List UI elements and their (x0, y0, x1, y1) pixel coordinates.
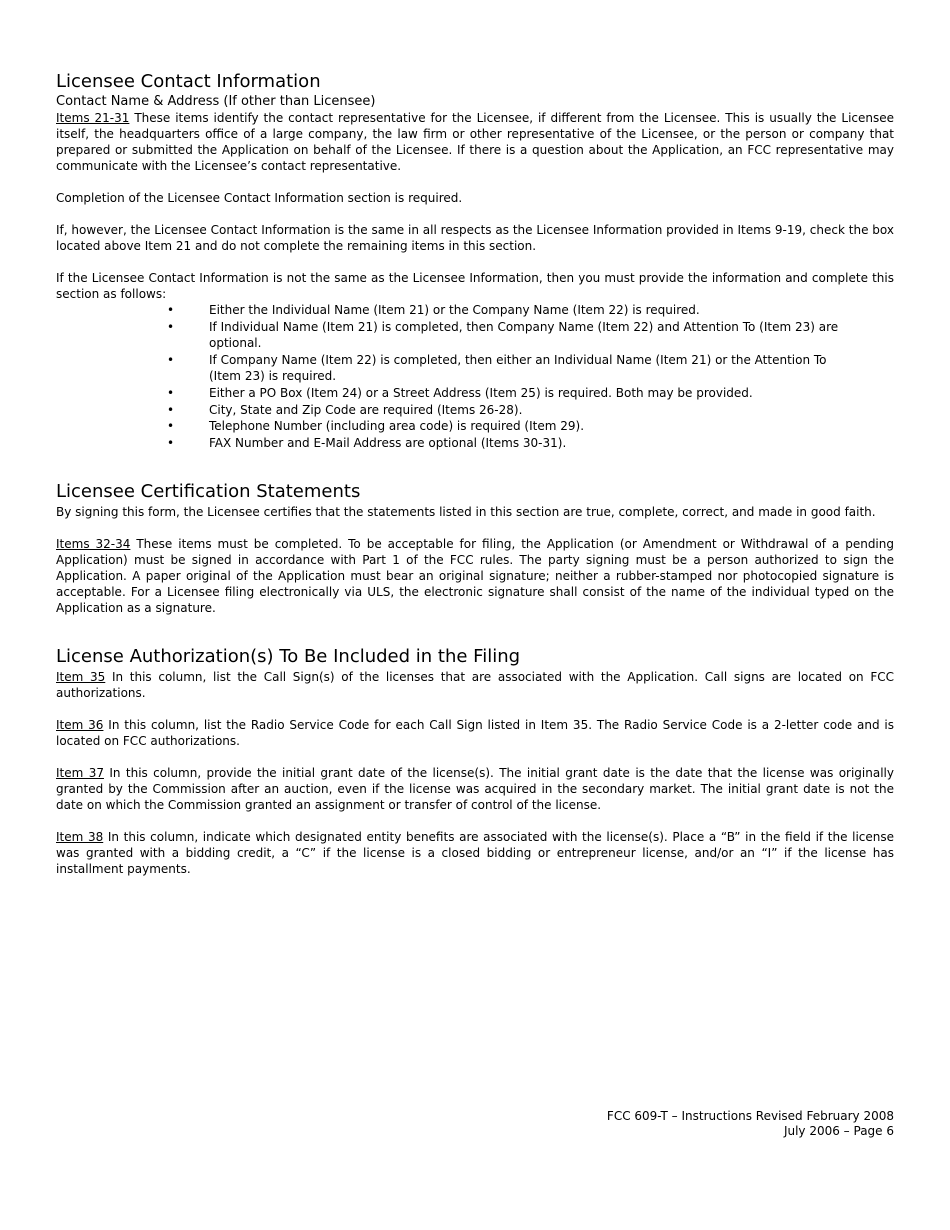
list-item: • Either the Individual Name (Item 21) or the Company Name (Item 22) is required. (167, 303, 700, 317)
list-item: • FAX Number and E-Mail Address are optional (Items 30-31). (167, 435, 567, 450)
bullet-icon: • (167, 419, 175, 434)
item-37-paragraph (56, 765, 894, 813)
item-36-paragraph (56, 717, 894, 749)
list-item: • If Company Name (Item 22) is completed, then either an Individual Name (Item 21) or the Attention To (Item 23) is required. (167, 352, 827, 384)
items-32-34-paragraph (56, 536, 894, 616)
items-21-31-text: These items identify the contact representative for the Licensee, if different from the Licensee. This is usually the Licensee itself, the headquarters office of a large company, the law firm or other representative of the Licensee, or the person or company that prepared or submitted the Application on behalf of the Licensee. If there is a question about the Application, an FCC representative may communicate with the Licensee’s contact representative. (56, 111, 895, 173)
item-36-label: Item 36 (56, 718, 104, 733)
items-21-31-paragraph (56, 110, 894, 174)
certification-intro-paragraph: By signing this form, the Licensee certifies that the statements listed in this section are true, complete, correct, and made in good faith. (56, 505, 876, 520)
list-item: • Either a PO Box (Item 24) or a Street Address (Item 25) is required. Both may be provided. (167, 385, 753, 400)
section-title-license-authorizations: License Authorization(s) To Be Included in the Filing (56, 646, 521, 668)
item-35-label: Item 35 (56, 670, 106, 685)
bullet-icon: • (167, 435, 175, 450)
list-item: • If Individual Name (Item 21) is completed, then Company Name (Item 22) and Attention To (Item 23) are optional. (167, 319, 839, 351)
same-info-paragraph: If, however, the Licensee Contact Information is the same in all respects as the Licensee Information provided in Items 9-19, check the box located above Item 21 and do not complete the remaining items in this section. (56, 223, 894, 253)
bullet-icon: • (167, 319, 175, 334)
item-37-label: Item 37 (56, 766, 104, 781)
bullet-icon: • (167, 303, 175, 317)
item-38-label: Item 38 (56, 830, 104, 845)
completion-required-paragraph: Completion of the Licensee Contact Information section is required. (56, 191, 463, 205)
item-37-text: In this column, provide the initial grant date of the license(s). The initial grant date is the date that the license was originally granted by the Commission after an auction, even if the license was acquired in the secondary market. The initial grant date is not the date on which the Commission granted an assignment or transfer of control of the license. (56, 766, 894, 813)
item-38-paragraph (56, 829, 894, 877)
items-21-31-label: Items 21-31 (56, 111, 130, 125)
item-38-text: In this column, indicate which designated entity benefits are associated with the license(s). Place a “B” in the field if the license was granted with a bidding credit, a “C” if the license is a closed bidding or entrepreneur license, and/or an “I” if the license has installment payments. (56, 830, 895, 877)
bullet-icon: • (167, 402, 175, 417)
requirements-list (56, 302, 894, 451)
bullet-icon: • (167, 385, 175, 400)
item-36-text: In this column, list the Radio Service Code for each Call Sign listed in Item 35. The Radio Service Code is a 2-letter code and is located on FCC authorizations. (56, 718, 894, 749)
section-subtitle-contact-name: Contact Name & Address (If other than Licensee) (56, 94, 376, 109)
not-same-info-paragraph: If the Licensee Contact Information is not the same as the Licensee Information, then you must provide the information and complete this section as follows: (56, 271, 894, 301)
bullet-icon: • (167, 352, 175, 367)
list-item: • Telephone Number (including area code) is required (Item 29). (167, 419, 585, 434)
items-32-34-text: These items must be completed. To be acceptable for filing, the Application (or Amendment or Withdrawal of a pending Application) must be signed in accordance with Part 1 of the FCC rules. The party signing must be a person authorized to sign the Application. A paper original of the Application must bear an original signature; neither a rubber-stamped nor photocopied signature is acceptable. For a Licensee filing electronically via ULS, the electronic signature shall consist of the name of the individual typed on the Application as a signature. (56, 537, 894, 616)
footer-form-revision: FCC 609-T – Instructions Revised February 2008 (606, 1109, 894, 1123)
footer-page-number: July 2006 – Page 6 (783, 1124, 894, 1138)
item-35-paragraph (56, 669, 894, 701)
list-item: • City, State and Zip Code are required (Items 26-28). (167, 402, 523, 417)
page-footer (607, 1109, 894, 1139)
section-title-certification: Licensee Certification Statements (56, 481, 361, 503)
items-32-34-label: Items 32-34 (56, 537, 131, 552)
section-title-licensee-contact: Licensee Contact Information (56, 71, 321, 92)
item-35-text: In this column, list the Call Sign(s) of the licenses that are associated with the Application. Call signs are located on FCC authorizations. (56, 670, 894, 701)
document-page (56, 70, 894, 877)
